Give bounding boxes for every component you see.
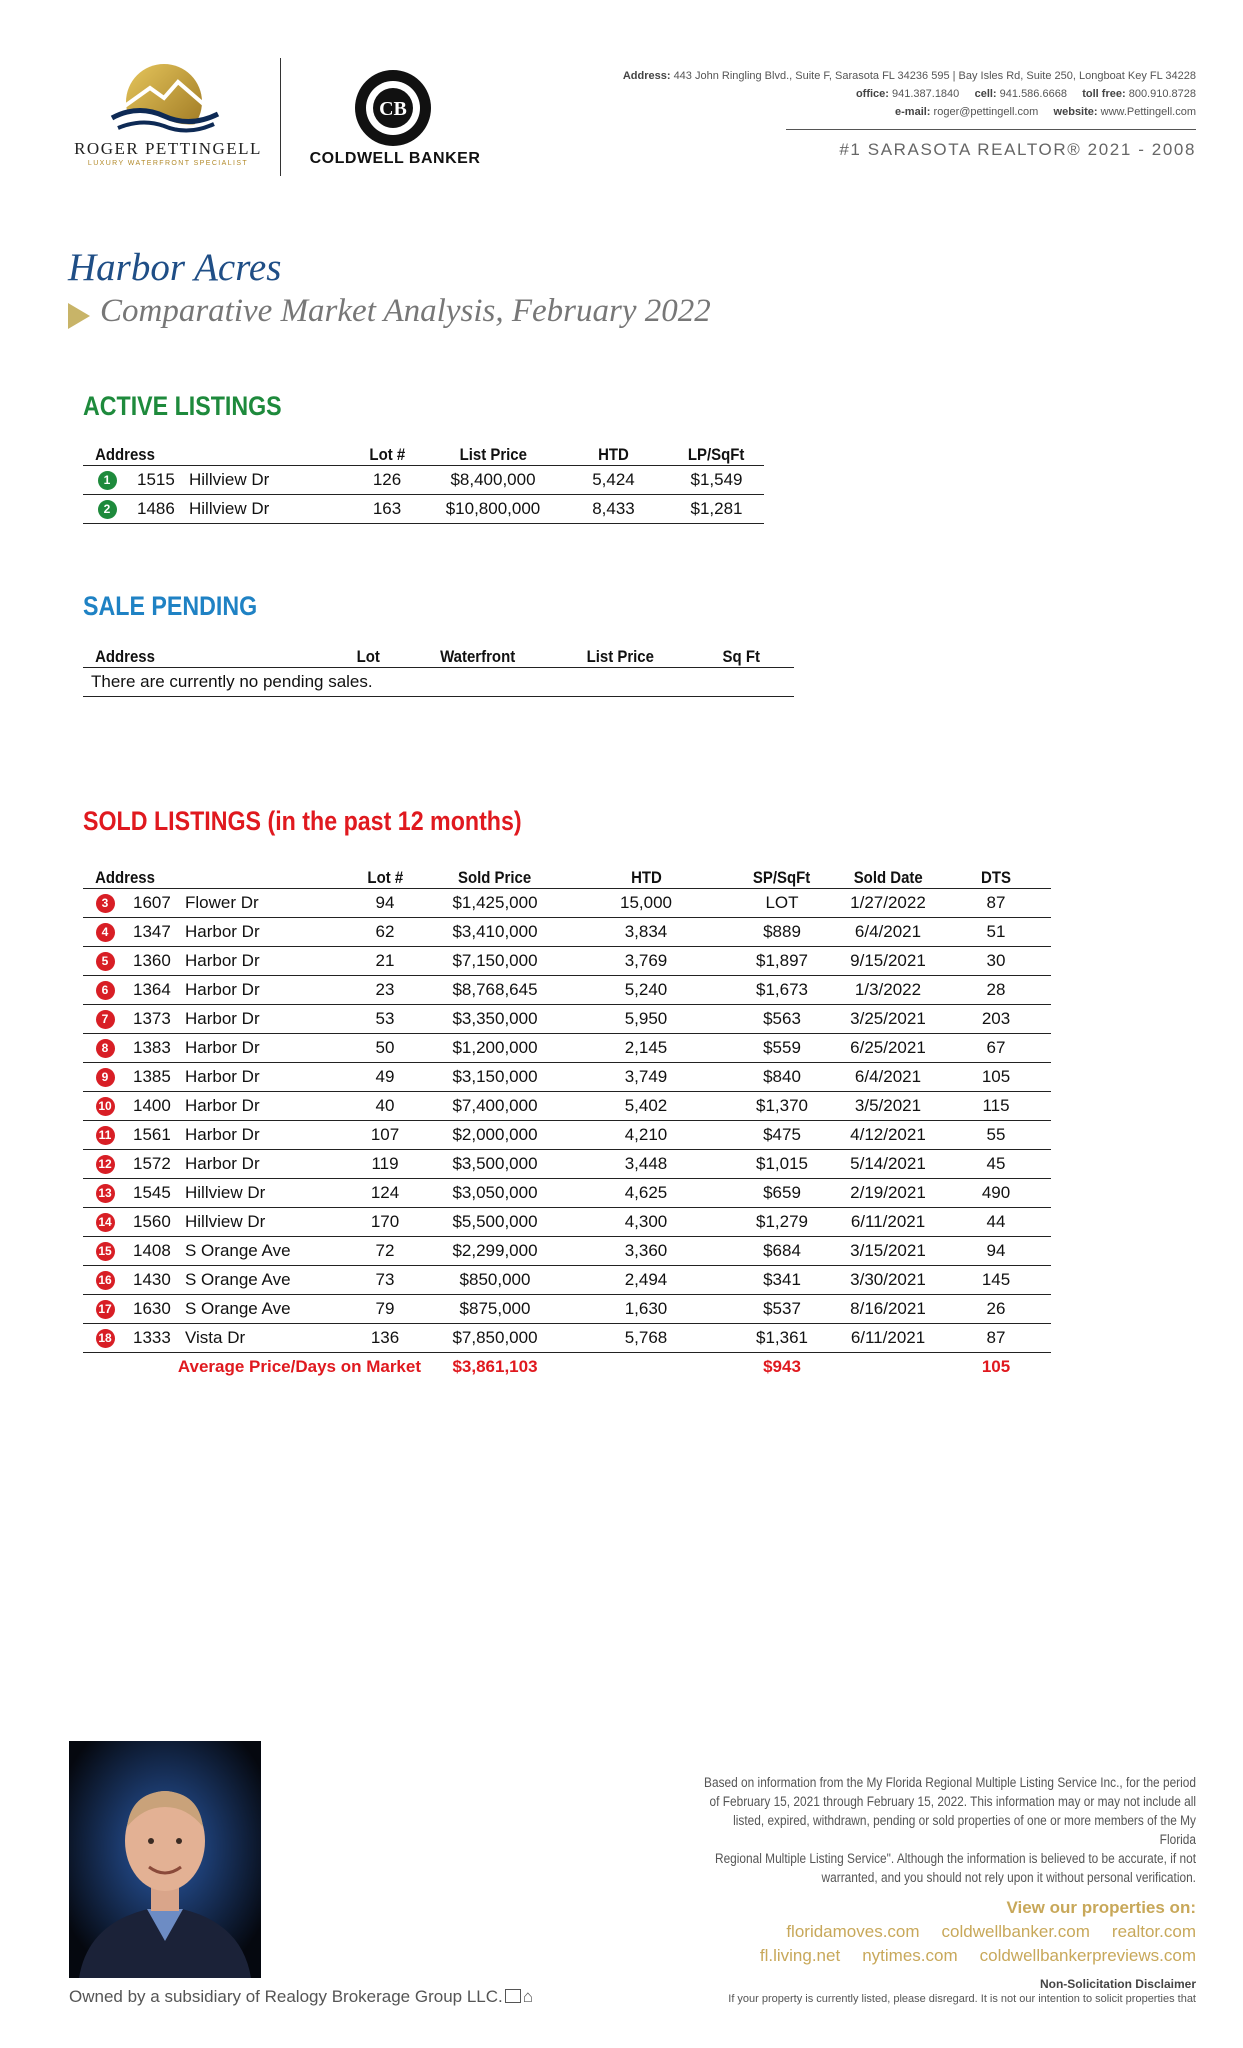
- listing-number-badge: 8: [96, 1039, 115, 1058]
- active-listings-table: [83, 438, 764, 524]
- cell-street: S Orange Ave: [185, 1237, 343, 1266]
- cell-sqft: $684: [729, 1237, 835, 1266]
- cell-price: $2,000,000: [427, 1121, 563, 1150]
- cell-htd: 2,494: [563, 1266, 729, 1295]
- realtor-rank: #1 SARASOTA REALTOR® 2021 - 2008: [839, 140, 1196, 159]
- listing-number-badge: 10: [96, 1097, 115, 1116]
- cell-price: $7,400,000: [427, 1092, 563, 1121]
- cell-num: 1364: [127, 976, 185, 1005]
- table-row: 2 1486 Hillview Dr 163 $10,800,000 8,433 $1,281: [83, 495, 764, 524]
- table-row: [83, 889, 1051, 918]
- table-header: [83, 640, 794, 668]
- cell-lot: 94: [343, 889, 427, 918]
- listing-number-badge: 9: [96, 1068, 115, 1087]
- cell-sqft: LOT: [729, 889, 835, 918]
- agent-name: ROGER PETTINGELL: [74, 139, 262, 158]
- cell-num: 1408: [127, 1237, 185, 1266]
- cell-num: 1373: [127, 1005, 185, 1034]
- col-htd: HTD: [563, 861, 729, 889]
- average-label: Average Price/Days on Market: [177, 1357, 421, 1376]
- cell-price: $3,500,000: [427, 1150, 563, 1179]
- cell-street: Harbor Dr: [185, 1063, 343, 1092]
- realtor-house-icon: ⌂: [522, 1987, 534, 2006]
- table-row: [83, 1237, 1051, 1266]
- listing-number-badge: 3: [96, 894, 115, 913]
- cell-dts: 87: [941, 1324, 1051, 1353]
- equal-housing-icon: [505, 1989, 521, 2003]
- agent-tagline: LUXURY WATERFRONT SPECIALIST: [87, 160, 249, 167]
- cell-lot: 73: [343, 1266, 427, 1295]
- cell-sqft: $563: [729, 1005, 835, 1034]
- cell-htd: 5,768: [563, 1324, 729, 1353]
- cell-lot: 50: [343, 1034, 427, 1063]
- cell-date: 3/25/2021: [835, 1005, 941, 1034]
- col-lp-sqft: LP/SqFt: [669, 438, 764, 466]
- cell-lot: 136: [343, 1324, 427, 1353]
- cell-price: $875,000: [427, 1295, 563, 1324]
- col-sp-sqft: SP/SqFt: [729, 861, 835, 889]
- cell-num: 1561: [127, 1121, 185, 1150]
- cell-num: 1430: [127, 1266, 185, 1295]
- cell-htd: 3,749: [563, 1063, 729, 1092]
- cell-street: Harbor Dr: [185, 1150, 343, 1179]
- email-link[interactable]: roger@pettingell.com: [933, 106, 1039, 118]
- cell-htd: 4,625: [563, 1179, 729, 1208]
- table-row: [83, 976, 1051, 1005]
- ownership-notice: Owned by a subsidiary of Realogy Brokerage Group LLC. ⌂: [69, 1987, 534, 2006]
- site-link[interactable]: realtor.com: [1111, 1922, 1196, 1941]
- table-header: [83, 438, 764, 466]
- cell-price: $3,050,000: [427, 1179, 563, 1208]
- cell-dts: 30: [941, 947, 1051, 976]
- cell-lot: 40: [343, 1092, 427, 1121]
- cell-date: 9/15/2021: [835, 947, 941, 976]
- cell-sqft: $475: [729, 1121, 835, 1150]
- table-row: [83, 918, 1051, 947]
- cell-htd: 5,402: [563, 1092, 729, 1121]
- cell-dts: 105: [941, 1063, 1051, 1092]
- cell-price: $3,350,000: [427, 1005, 563, 1034]
- mls-disclaimer: Based on information from the My Florida Regional Multiple Listing Service Inc., for the period of February 15, 2021 through February 15, 2022. This information may or may not include all listed, expired, withdrawn, pending or sold properties of one or more members of the My Florida Regional Multiple Listing Service". Although the information is believed to be accurate, if not warranted, and you should not rely upon it without personal verification.: [704, 1775, 1196, 1885]
- cell-sqft: $659: [729, 1179, 835, 1208]
- sold-listings-table: [83, 861, 1051, 1381]
- property-sites-row-2: [596, 1946, 1196, 1966]
- cell-num: 1630: [127, 1295, 185, 1324]
- listing-number-badge: 17: [96, 1300, 115, 1319]
- coldwell-banker-global-luxury-icon: [353, 68, 433, 148]
- col-list-price: List Price: [428, 438, 558, 466]
- cell-price: $2,299,000: [427, 1237, 563, 1266]
- brokerage-name: COLDWELL BANKER: [309, 150, 481, 167]
- cell-lot: 53: [343, 1005, 427, 1034]
- table-row: [83, 1121, 1051, 1150]
- cell-date: 3/15/2021: [835, 1237, 941, 1266]
- cell-dts: 87: [941, 889, 1051, 918]
- page-subtitle: Comparative Market Analysis, February 2022: [100, 293, 711, 329]
- cell-street: Harbor Dr: [185, 1034, 343, 1063]
- cell-num: 1560: [127, 1208, 185, 1237]
- cell-sqft: $1,370: [729, 1092, 835, 1121]
- cell-lot: 72: [343, 1237, 427, 1266]
- col-htd: HTD: [558, 438, 669, 466]
- average-sp-sqft: $943: [763, 1357, 801, 1376]
- cell-sqft: $341: [729, 1266, 835, 1295]
- listing-number-badge: 12: [96, 1155, 115, 1174]
- cell-price: $7,150,000: [427, 947, 563, 976]
- contact-divider: [786, 129, 1196, 130]
- col-address: Address: [83, 438, 346, 466]
- sale-pending-heading: SALE PENDING: [83, 591, 258, 621]
- cell-sqft: $840: [729, 1063, 835, 1092]
- listing-number-badge: 11: [96, 1126, 115, 1145]
- listing-number-badge: 13: [96, 1184, 115, 1203]
- cell-date: 3/30/2021: [835, 1266, 941, 1295]
- site-link[interactable]: nytimes.com: [862, 1946, 958, 1965]
- cell-street: Hillview Dr: [185, 1179, 343, 1208]
- cell-num: 1385: [127, 1063, 185, 1092]
- cell-htd: 4,300: [563, 1208, 729, 1237]
- listing-number-badge: 18: [96, 1329, 115, 1348]
- cell-htd: 5,950: [563, 1005, 729, 1034]
- page-title: Harbor Acres: [68, 246, 282, 289]
- table-row: [83, 1063, 1051, 1092]
- cell-htd: 1,630: [563, 1295, 729, 1324]
- col-waterfront: Waterfront: [403, 640, 553, 668]
- cell-price: $5,500,000: [427, 1208, 563, 1237]
- table-row: [83, 1324, 1051, 1353]
- website-link[interactable]: www.Pettingell.com: [1100, 106, 1196, 118]
- cell-price: $8,768,645: [427, 976, 563, 1005]
- empty-row: [83, 668, 794, 697]
- logo-divider: [280, 58, 281, 176]
- cell-street: Harbor Dr: [185, 947, 343, 976]
- cell-dts: 44: [941, 1208, 1051, 1237]
- cell-num: 1545: [127, 1179, 185, 1208]
- contact-phones: office: 941.387.1840 cell: 941.586.6668 toll free: 800.910.8728: [855, 88, 1196, 100]
- site-link[interactable]: fl.living.net: [759, 1946, 841, 1965]
- cell-price: $1,425,000: [427, 889, 563, 918]
- cell-street: Harbor Dr: [185, 918, 343, 947]
- cell-sqft: $1,673: [729, 976, 835, 1005]
- listing-number-badge: 16: [96, 1271, 115, 1290]
- cell-date: 8/16/2021: [835, 1295, 941, 1324]
- cell-date: 3/5/2021: [835, 1092, 941, 1121]
- col-lot: Lot: [333, 640, 403, 668]
- cell-sqft: $559: [729, 1034, 835, 1063]
- listing-number-badge: 14: [96, 1213, 115, 1232]
- agent-photo: [69, 1741, 261, 1978]
- cell-num: 1400: [127, 1092, 185, 1121]
- average-row: [83, 1353, 1051, 1382]
- table-row: [83, 1005, 1051, 1034]
- cell-price: $1,200,000: [427, 1034, 563, 1063]
- cell-dts: 145: [941, 1266, 1051, 1295]
- cell-dts: 67: [941, 1034, 1051, 1063]
- cell-date: 6/11/2021: [835, 1324, 941, 1353]
- cell-htd: 2,145: [563, 1034, 729, 1063]
- contact-web: e-mail: roger@pettingell.com website: www.Pettingell.com: [895, 106, 1196, 118]
- table-row: [83, 1266, 1051, 1295]
- cell-htd: 15,000: [563, 889, 729, 918]
- cell-date: 5/14/2021: [835, 1150, 941, 1179]
- cell-dts: 26: [941, 1295, 1051, 1324]
- cell-dts: 115: [941, 1092, 1051, 1121]
- non-solicitation-text: If your property is currently listed, please disregard. It is not our intention to solicit properties that: [728, 1993, 1196, 2005]
- view-properties-label: View our properties on:: [1006, 1898, 1196, 1917]
- contact-address: Address: 443 John Ringling Blvd., Suite F, Sarasota FL 34236 595 | Bay Isles Rd, Suite 250, Longboat Key FL 34228: [622, 70, 1196, 82]
- listing-number-badge: 4: [96, 923, 115, 942]
- average-dts: 105: [981, 1357, 1011, 1376]
- col-sold-price: Sold Price: [427, 861, 563, 889]
- cell-street: S Orange Ave: [185, 1266, 343, 1295]
- cell-dts: 45: [941, 1150, 1051, 1179]
- cell-lot: 170: [343, 1208, 427, 1237]
- cell-date: 6/11/2021: [835, 1208, 941, 1237]
- cell-dts: 51: [941, 918, 1051, 947]
- no-pending-message: There are currently no pending sales.: [83, 668, 794, 697]
- listing-number-badge: 15: [96, 1242, 115, 1261]
- cell-price: $3,150,000: [427, 1063, 563, 1092]
- cell-lot: 79: [343, 1295, 427, 1324]
- cell-lot: 119: [343, 1150, 427, 1179]
- cell-date: 6/25/2021: [835, 1034, 941, 1063]
- cell-street: S Orange Ave: [185, 1295, 343, 1324]
- cell-lot: 107: [343, 1121, 427, 1150]
- sale-pending-table: [83, 640, 794, 697]
- site-link[interactable]: coldwellbanker.com: [941, 1922, 1090, 1941]
- cell-num: 1572: [127, 1150, 185, 1179]
- cell-street: Hillview Dr: [185, 1208, 343, 1237]
- cell-sqft: $1,361: [729, 1324, 835, 1353]
- site-link[interactable]: coldwellbankerpreviews.com: [979, 1946, 1196, 1965]
- cell-price: $7,850,000: [427, 1324, 563, 1353]
- cell-lot: 124: [343, 1179, 427, 1208]
- col-dts: DTS: [941, 861, 1051, 889]
- col-lot: Lot #: [343, 861, 427, 889]
- table-row: [83, 1295, 1051, 1324]
- cell-lot: 23: [343, 976, 427, 1005]
- active-listings-heading: ACTIVE LISTINGS: [83, 391, 282, 421]
- table-row: 1 1515 Hillview Dr 126 $8,400,000 5,424 $1,549: [83, 466, 764, 495]
- cell-sqft: $1,279: [729, 1208, 835, 1237]
- cell-sqft: $889: [729, 918, 835, 947]
- col-list-price: List Price: [553, 640, 688, 668]
- col-sold-date: Sold Date: [835, 861, 941, 889]
- table-header: [83, 861, 1051, 889]
- cell-street: Harbor Dr: [185, 976, 343, 1005]
- cell-price: $3,410,000: [427, 918, 563, 947]
- cell-price: $850,000: [427, 1266, 563, 1295]
- cell-lot: 62: [343, 918, 427, 947]
- table-row: [83, 1092, 1051, 1121]
- cell-date: 2/19/2021: [835, 1179, 941, 1208]
- cell-dts: 203: [941, 1005, 1051, 1034]
- cell-street: Harbor Dr: [185, 1121, 343, 1150]
- cell-date: 6/4/2021: [835, 918, 941, 947]
- non-solicitation-heading: Non-Solicitation Disclaimer: [1039, 1977, 1196, 1991]
- cell-dts: 55: [941, 1121, 1051, 1150]
- cell-street: Vista Dr: [185, 1324, 343, 1353]
- average-price: $3,861,103: [452, 1357, 538, 1376]
- col-sq-ft: Sq Ft: [688, 640, 794, 668]
- cell-htd: 5,240: [563, 976, 729, 1005]
- cell-lot: 21: [343, 947, 427, 976]
- cell-sqft: $1,897: [729, 947, 835, 976]
- cell-sqft: $537: [729, 1295, 835, 1324]
- cell-htd: 3,360: [563, 1237, 729, 1266]
- cell-num: 1360: [127, 947, 185, 976]
- listing-number-badge: 6: [96, 981, 115, 1000]
- listing-number-badge: 1: [98, 471, 117, 490]
- sold-listings-heading: SOLD LISTINGS (in the past 12 months): [83, 806, 522, 836]
- property-sites-row-1: [596, 1922, 1196, 1942]
- cell-htd: 3,834: [563, 918, 729, 947]
- listing-number-badge: 2: [98, 500, 117, 519]
- site-link[interactable]: floridamoves.com: [786, 1922, 920, 1941]
- cell-htd: 3,769: [563, 947, 729, 976]
- cell-dts: 94: [941, 1237, 1051, 1266]
- cell-num: 1383: [127, 1034, 185, 1063]
- cell-date: 1/27/2022: [835, 889, 941, 918]
- table-row: [83, 1150, 1051, 1179]
- listing-number-badge: 5: [96, 952, 115, 971]
- listing-number-badge: 7: [96, 1010, 115, 1029]
- cell-htd: 3,448: [563, 1150, 729, 1179]
- play-arrow-icon: [68, 303, 90, 329]
- table-row: [83, 947, 1051, 976]
- cell-street: Harbor Dr: [185, 1092, 343, 1121]
- cell-date: 6/4/2021: [835, 1063, 941, 1092]
- cell-sqft: $1,015: [729, 1150, 835, 1179]
- table-row: [83, 1208, 1051, 1237]
- col-address: Address: [83, 861, 343, 889]
- cell-num: 1333: [127, 1324, 185, 1353]
- cell-date: 1/3/2022: [835, 976, 941, 1005]
- col-lot: Lot #: [346, 438, 428, 466]
- cell-date: 4/12/2021: [835, 1121, 941, 1150]
- cell-street: Harbor Dr: [185, 1005, 343, 1034]
- cell-dts: 490: [941, 1179, 1051, 1208]
- cell-num: 1607: [127, 889, 185, 918]
- svg-text:CB: CB: [379, 98, 407, 120]
- cell-street: Flower Dr: [185, 889, 343, 918]
- cell-dts: 28: [941, 976, 1051, 1005]
- table-row: [83, 1034, 1051, 1063]
- cell-num: 1347: [127, 918, 185, 947]
- table-row: [83, 1179, 1051, 1208]
- cell-lot: 49: [343, 1063, 427, 1092]
- col-address: Address: [83, 640, 333, 668]
- cell-htd: 4,210: [563, 1121, 729, 1150]
